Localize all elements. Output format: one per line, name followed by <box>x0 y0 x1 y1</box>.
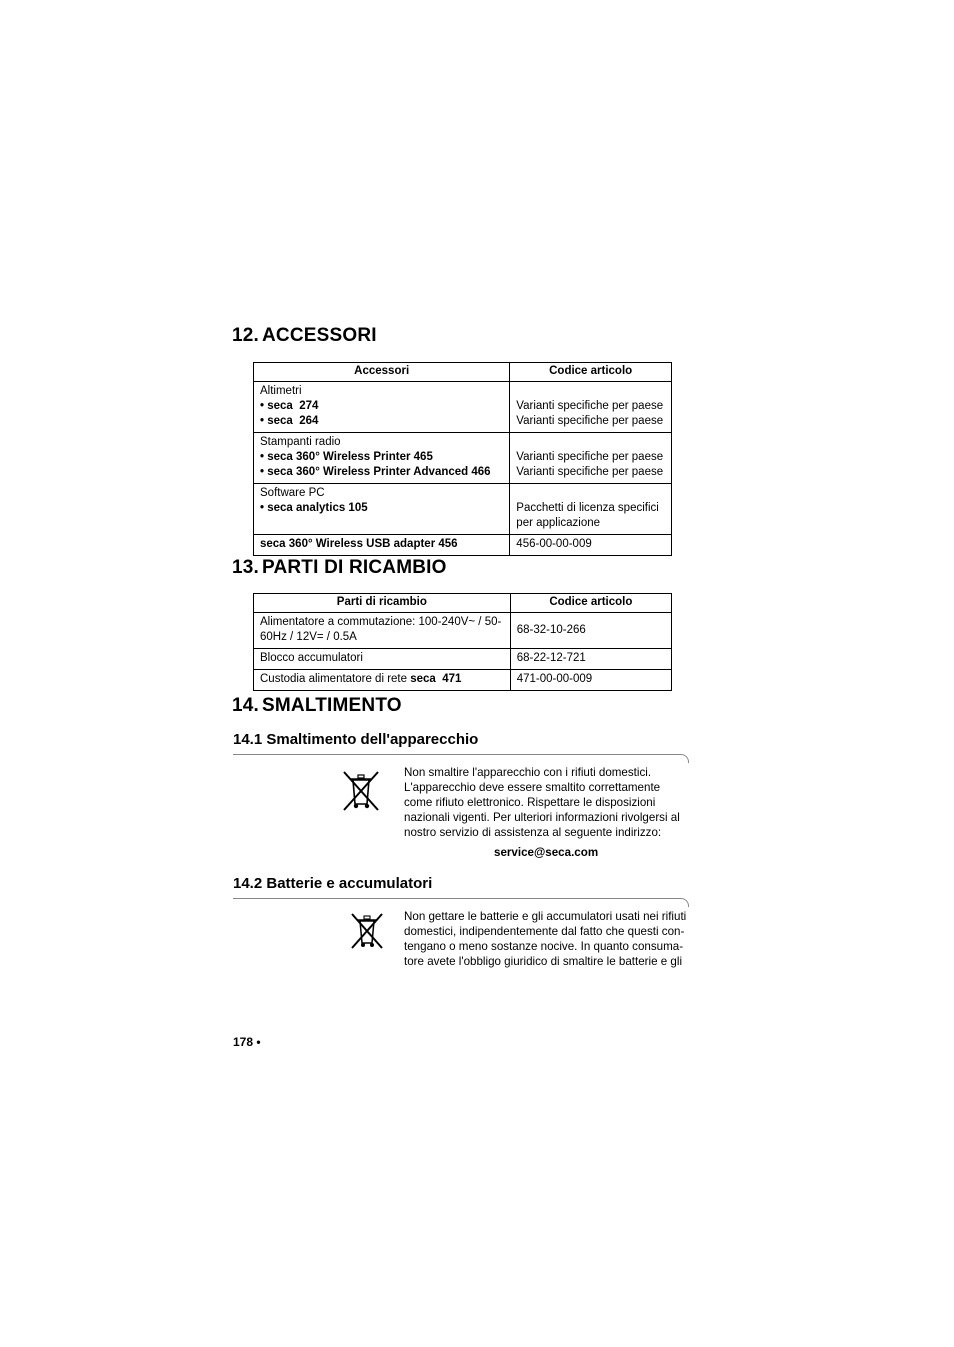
part-name: Alimentatore a commutazione: 100-240V~ / 50-60Hz / 12V= / 0.5A <box>254 613 511 649</box>
table-header: Codice articolo <box>510 594 671 613</box>
text-line: tore avete l'obbligo giuridico di smaltire le batterie e gli <box>404 955 683 968</box>
disposal-text <box>404 765 694 840</box>
text-line: Non gettare le batterie e gli accumulatori usati nei rifiuti <box>404 910 687 923</box>
accessory-item: seca 360° Wireless Printer 465 <box>267 451 433 463</box>
article-code: Pacchetti di licenza specifici per applicazione <box>516 502 659 529</box>
section-label: SMALTIMENTO <box>262 695 402 716</box>
table-row: Software PC • seca analytics 105 Pacchetti di licenza specifici per applicazione <box>254 484 672 535</box>
page-number: 178 • <box>233 1035 261 1049</box>
table-row: Stampanti radio • seca 360° Wireless Printer 465 • seca 360° Wireless Printer Advanced 466 Varianti specifiche per paese Varianti specifiche per paese <box>254 433 672 484</box>
section-label: ACCESSORI <box>262 325 377 346</box>
article-code: Varianti specifiche per paese <box>516 400 664 412</box>
accessory-item: seca 274 <box>267 400 319 412</box>
article-code: 471-00-00-009 <box>510 670 671 691</box>
article-code: 456-00-00-009 <box>510 535 672 556</box>
service-email: service@seca.com <box>494 846 599 859</box>
accessory-item: seca 360° Wireless Printer Advanced 466 <box>267 466 491 478</box>
table-row <box>254 670 672 691</box>
accessory-item: seca 360° Wireless USB adapter 456 <box>254 535 510 556</box>
article-code: Varianti specifiche per paese <box>516 415 664 427</box>
subsection-title-141: 14.1 Smaltimento dell'apparecchio <box>233 731 479 748</box>
accessori-table <box>253 362 672 556</box>
section-number: 12. <box>232 325 260 346</box>
battery-text <box>404 909 694 969</box>
group-label: Software PC <box>260 487 325 499</box>
divider <box>233 754 680 755</box>
group-label: Altimetri <box>260 385 302 397</box>
text-line: tengano o meno sostanze nocive. In quanto consuma- <box>404 940 684 953</box>
section-number: 13. <box>232 557 260 578</box>
section-number: 14. <box>232 695 260 716</box>
text-line: Non smaltire l'apparecchio con i rifiuti domestici. <box>404 766 652 779</box>
table-header: Accessori <box>254 363 510 382</box>
article-code: Varianti specifiche per paese <box>516 451 664 463</box>
part-name: Custodia alimentatore di rete seca 471 <box>254 670 511 691</box>
table-header: Codice articolo <box>510 363 672 382</box>
section-title-ricambio <box>232 557 447 579</box>
text-line: L'apparecchio deve essere smaltito correttamente <box>404 781 661 794</box>
table-row <box>254 613 672 649</box>
weee-crossed-bin-icon <box>341 770 381 812</box>
text-line: nostro servizio di assistenza al seguente indirizzo: <box>404 826 662 839</box>
divider <box>233 898 680 899</box>
article-code: 68-32-10-266 <box>510 613 671 649</box>
subsection-title-142: 14.2 Batterie e accumulatori <box>233 875 433 892</box>
table-row: Altimetri • seca 274 • seca 264 Varianti specifiche per paese Varianti specifiche per paese <box>254 382 672 433</box>
accessory-item: seca analytics 105 <box>267 502 368 514</box>
part-name: Blocco accumulatori <box>254 649 511 670</box>
table-header: Parti di ricambio <box>254 594 511 613</box>
ricambio-table <box>253 593 672 691</box>
section-label: PARTI DI RICAMBIO <box>262 557 447 578</box>
article-code: Varianti specifiche per paese <box>516 466 664 478</box>
battery-crossed-bin-icon <box>349 912 385 950</box>
article-code: 68-22-12-721 <box>510 649 671 670</box>
divider-hook <box>680 898 689 907</box>
accessory-item: seca 264 <box>267 415 319 427</box>
table-row <box>254 535 672 556</box>
section-title-accessori <box>232 325 377 347</box>
group-label: Stampanti radio <box>260 436 341 448</box>
table-row <box>254 649 672 670</box>
text-line: domestici, indipendentemente dal fatto che questi con- <box>404 925 685 938</box>
text-line: nazionali vigenti. Per ulteriori informazioni rivolgersi al <box>404 811 680 824</box>
text-line: come rifiuto elettronico. Rispettare le disposizioni <box>404 796 656 809</box>
divider-hook <box>680 754 689 763</box>
section-title-smaltimento <box>232 695 402 717</box>
